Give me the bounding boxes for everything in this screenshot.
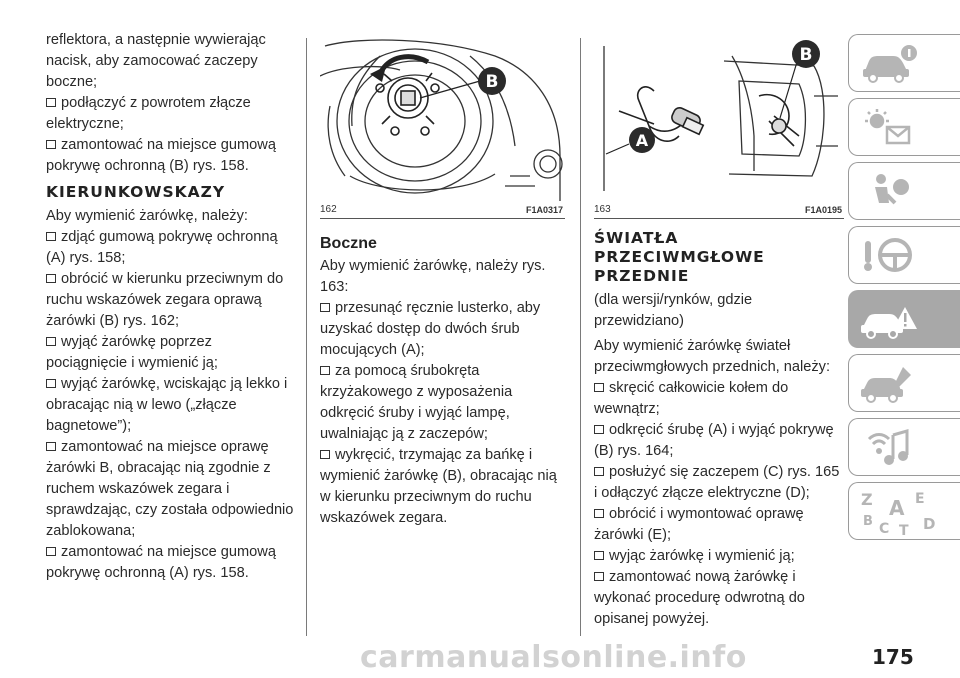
intro-text: Aby wymienić żarówkę świateł przeciwmgłowych przednich, należy: [594,338,831,375]
section-heading: ŚWIATŁA PRZECIWMGŁOWE PRZEDNIE [594,229,765,285]
bullet-item: skręcić całkowicie kołem do wewnątrz; [594,380,789,417]
checkbox-bullet-icon [320,303,330,312]
checkbox-bullet-icon [320,366,330,375]
page-number: 175 [872,645,914,669]
dashboard-warning-icon [859,105,919,151]
svg-text:B: B [863,514,873,529]
tab-index[interactable] [848,482,960,540]
bullet-item: obrócić w kierunku przeciwnym do ruchu wskazówek zegara oprawą żarówki (B) rys. 162; [46,271,284,329]
bullet-item: zamontować na miejsce gumową pokrywę ochronną (B) rys. 158. [46,137,276,174]
checkbox-bullet-icon [46,274,56,283]
car-info-icon [859,41,919,87]
bullet-list [46,227,296,584]
car-breakdown-icon [859,297,919,343]
tab-starting-driving[interactable] [848,226,960,284]
checkbox-bullet-icon [594,467,604,476]
alphabetical-index-icon [859,489,949,535]
tab-maintenance[interactable] [848,354,960,412]
tab-multimedia[interactable] [848,418,960,476]
bullet-item: wykręcić, trzymając za bańkę i wymienić żarówkę (B), obracając nią w kierunku przeciwnym do ruchu wskazówek zegara. [320,447,557,526]
bullet-item: wyjąc żarówkę i wymienić ją; [594,546,844,567]
bullet-item: wyjąć żarówkę poprzez pociągnięcie i wymienić ją; [46,334,218,371]
bullet-item: zamontować na miejsce gumową pokrywę ochronną (A) rys. 158. [46,544,276,581]
checkbox-bullet-icon [46,232,56,241]
column-divider [580,38,581,636]
figure-code: F1A0317 [525,205,563,215]
tab-safety[interactable] [848,162,960,220]
svg-text:C: C [879,521,890,535]
checkbox-bullet-icon [594,509,604,518]
checkbox-bullet-icon [594,425,604,434]
multimedia-icon [859,425,919,471]
key-steering-icon [859,233,919,279]
bullet-item: zdjąć gumową pokrywę ochronną (A) rys. 158; [46,229,278,266]
text-column-1 [46,30,296,584]
checkbox-bullet-icon [46,98,56,107]
chapter-tabs [848,34,960,546]
bullet-item: obrócić i wymontować oprawę żarówki (E); [594,506,804,543]
text-column-3 [594,36,844,630]
bullet-list [594,378,844,630]
checkbox-bullet-icon [594,572,604,581]
svg-text:E: E [915,491,925,507]
tab-car-info[interactable] [848,34,960,92]
bullet-item: zamontować nową żarówkę i wykonać procedurę odwrotną do opisanej powyżej. [594,569,805,627]
svg-text:B: B [485,72,499,92]
intro-text: Aby wymienić żarówkę, należy rys. 163: [320,258,546,295]
checkbox-bullet-icon [46,547,56,556]
figure-number: 162 [320,204,337,215]
bullet-item: posłużyć się zaczepem (C) rys. 165 i odłączyć złącze elektryczne (D); [594,464,840,501]
svg-text:B: B [799,45,813,65]
bullet-item: za pomocą śrubokręta krzyżakowego z wyposażenia odkręcić śruby i wyjąć lampę, uwalniając ją z zaczepów; [320,363,513,442]
checkbox-bullet-icon [46,442,56,451]
svg-text:Z: Z [861,490,873,509]
checkbox-bullet-icon [46,337,56,346]
figure-162-turn-signal [320,36,565,201]
checkbox-bullet-icon [594,551,604,560]
car-maintenance-icon [859,361,919,407]
watermark: carmanualsonline.info [360,640,747,675]
svg-text:T: T [899,523,909,535]
svg-text:A: A [635,131,649,150]
airbag-seat-icon [859,169,919,215]
bullet-list [320,298,565,529]
figure-code: F1A0195 [804,205,842,215]
checkbox-bullet-icon [594,383,604,392]
section-heading: KIERUNKOWSKAZY [46,183,226,201]
side-repeater-illustration [594,36,839,201]
checkbox-bullet-icon [46,140,56,149]
bullet-item: odkręcić śrubę (A) i wyjąć pokrywę (B) rys. 164; [594,422,834,459]
text-column-2 [320,36,565,529]
figure-caption [594,201,844,219]
bullet-item: zamontować na miejsce oprawę żarówki B, obracając nią zgodnie z ruchem wskazówek zegara i sprawdzając, czy została odpowiednio zablokowana; [46,439,294,539]
figure-number: 163 [594,204,611,215]
checkbox-bullet-icon [320,450,330,459]
tab-dashboard-warnings[interactable] [848,98,960,156]
bullet-item: podłączyć z powrotem złącze elektryczne; [46,95,251,132]
paragraph: reflektora, a następnie wywierając nacisk, aby zamocować zaczepy boczne; [46,32,266,90]
section-heading: Boczne [320,235,377,252]
bullet-item: wyjąć żarówkę, wciskając ją lekko i obracając nią w lewo („złącze bagnetowe”); [46,376,288,434]
figure-163-side-repeater [594,36,839,201]
svg-text:D: D [923,515,936,533]
availability-note: (dla wersji/rynków, gdzie przewidziano) [594,292,753,329]
tab-in-emergency[interactable] [848,290,960,348]
figure-caption [320,201,565,219]
checkbox-bullet-icon [46,379,56,388]
column-divider [306,38,307,636]
headlamp-illustration [320,36,565,201]
intro-text: Aby wymienić żarówkę, należy: [46,208,248,224]
svg-text:A: A [889,496,905,520]
bullet-item: przesunąć ręcznie lusterko, aby uzyskać dostęp do dwóch śrub mocujących (A); [320,300,541,358]
